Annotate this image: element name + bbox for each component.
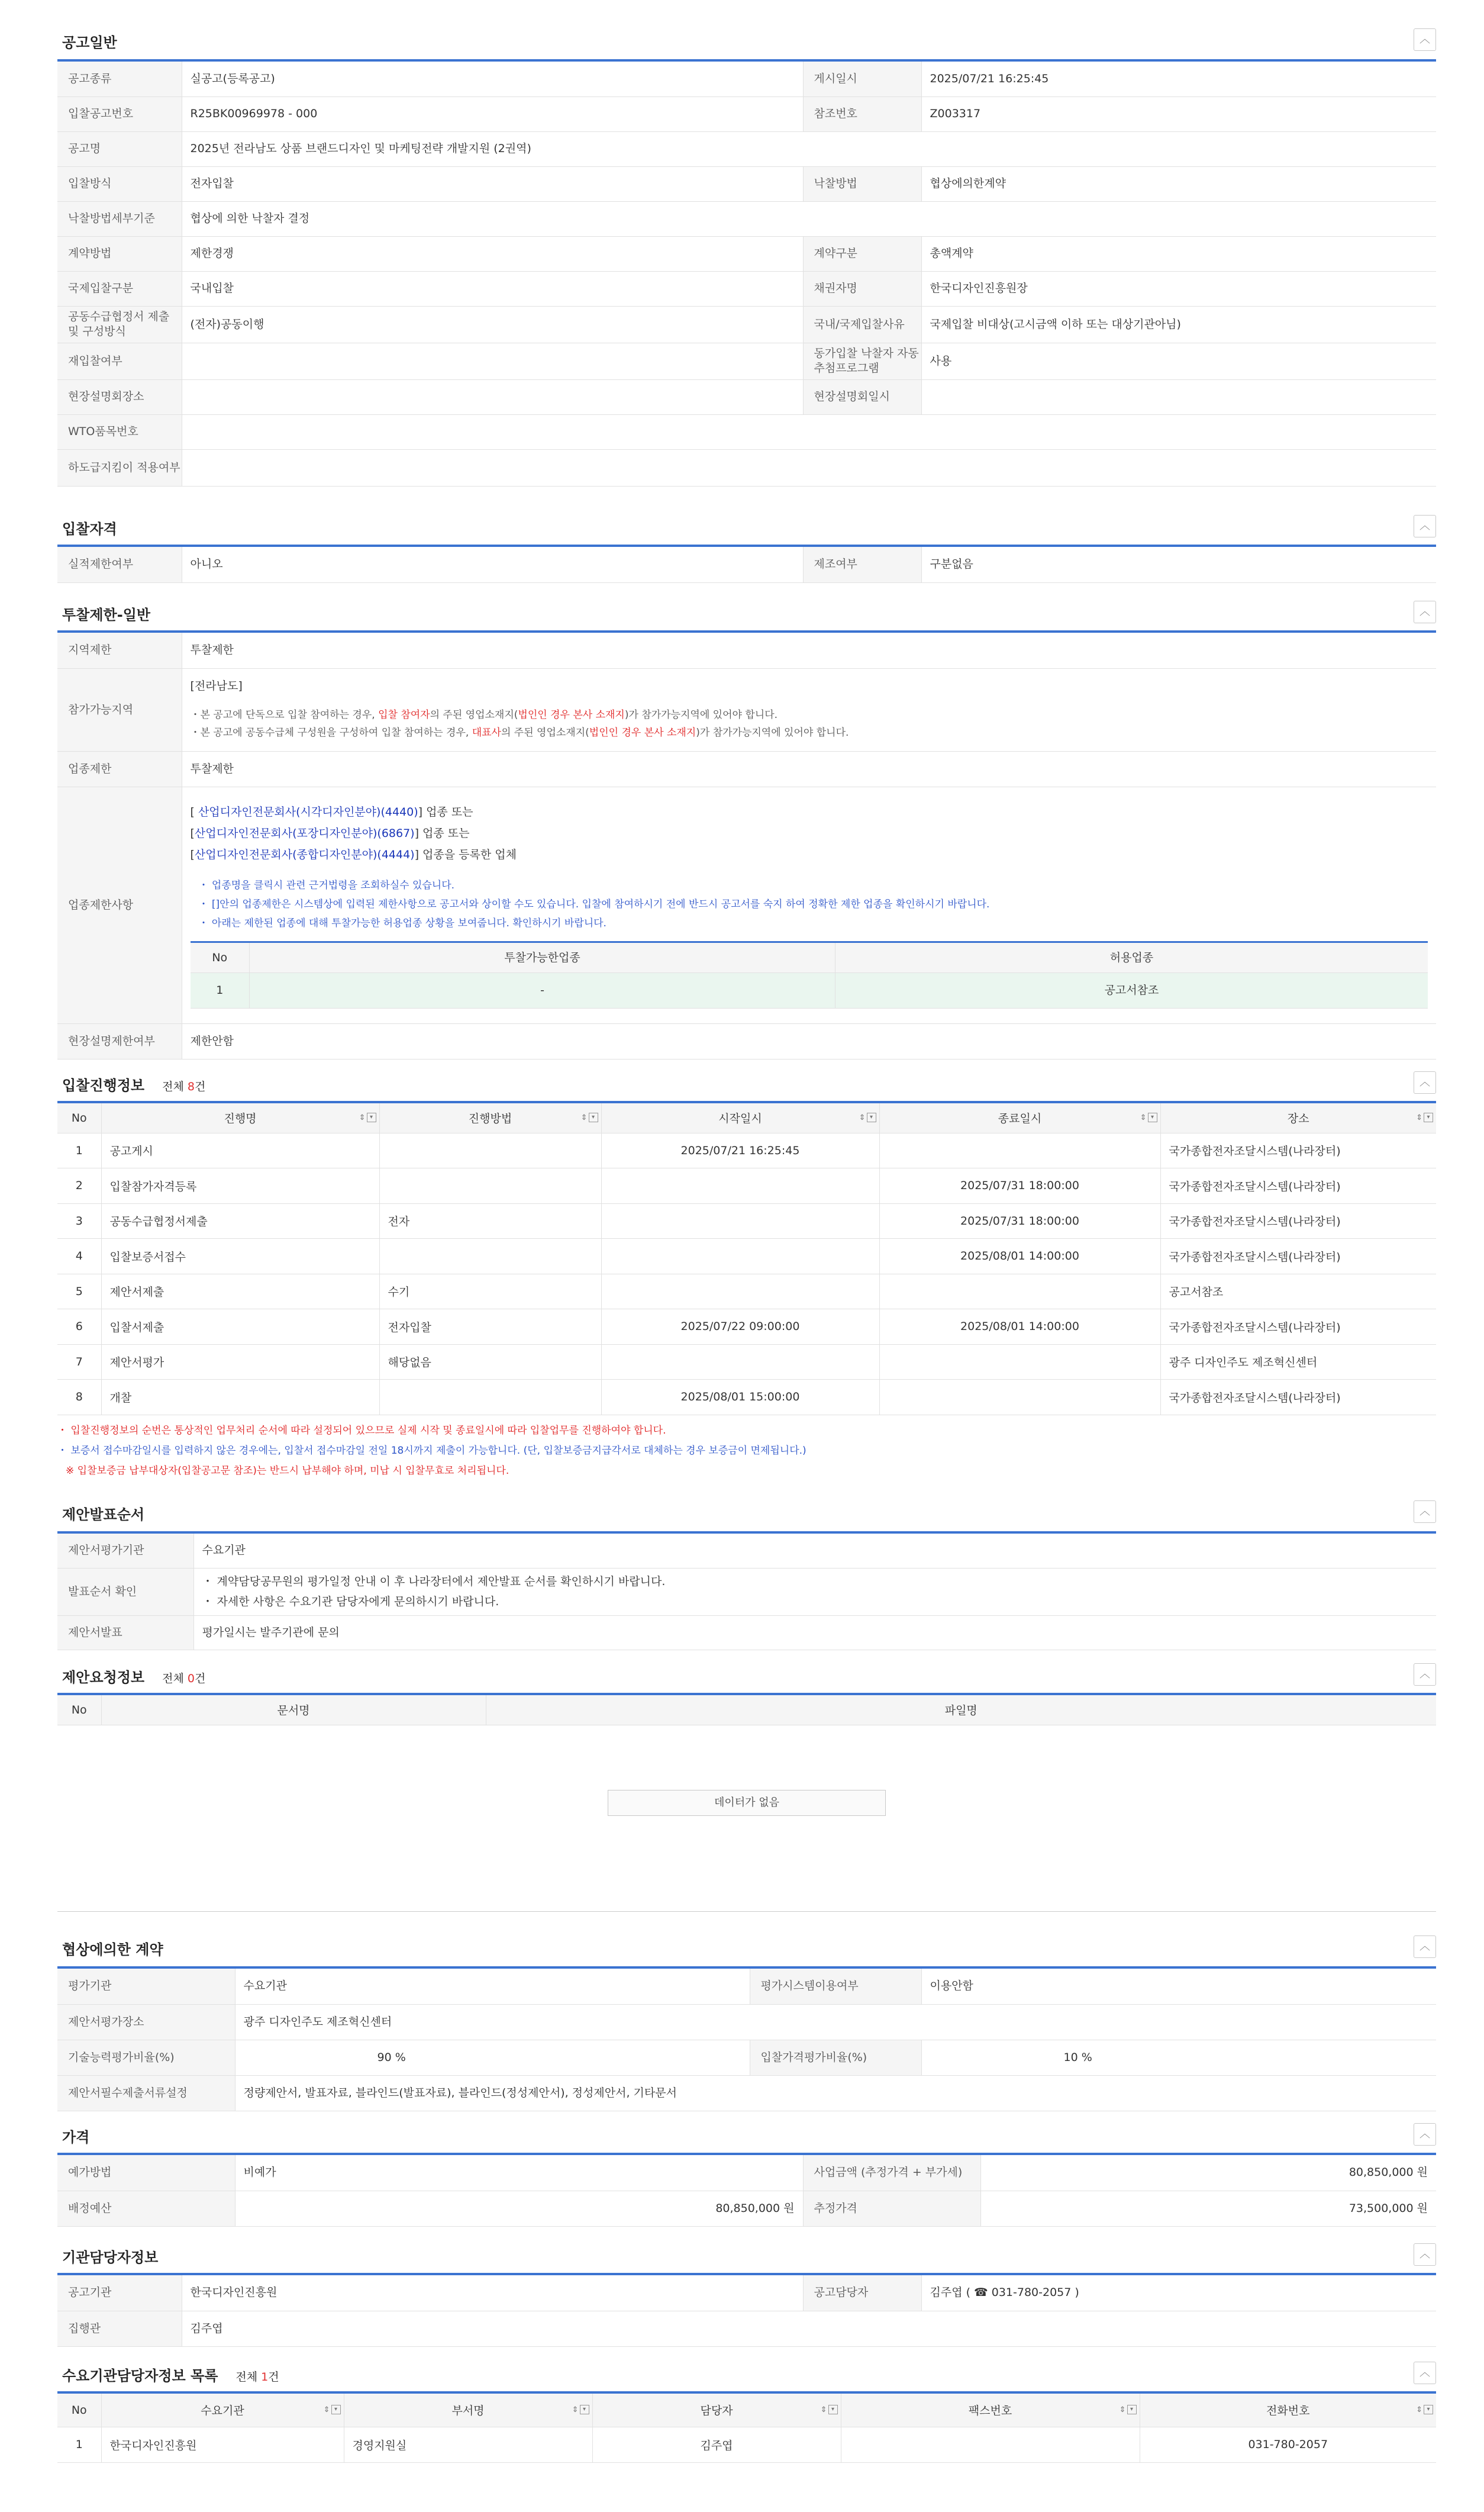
sort-icon[interactable]: ⇕ ▾ bbox=[572, 2404, 589, 2417]
field-value: 아니오 bbox=[182, 547, 803, 582]
sort-icon[interactable]: ⇕ ▾ bbox=[1416, 2404, 1433, 2417]
price-table bbox=[57, 2155, 1436, 2227]
table-cell: 1 bbox=[57, 2427, 101, 2462]
table-cell bbox=[879, 1133, 1160, 1168]
area-label: 참가가능지역 bbox=[57, 668, 182, 751]
table-cell: 2025/07/22 09:00:00 bbox=[601, 1309, 879, 1345]
table-cell: 입찰보증서접수 bbox=[101, 1239, 379, 1274]
eval-org-label: 제안서평가기관 bbox=[57, 1534, 193, 1568]
table-cell: 5 bbox=[57, 1274, 101, 1309]
info-row bbox=[57, 379, 1436, 414]
field-label: 공고명 bbox=[57, 131, 182, 166]
column-header[interactable]: 시작일시 ⇕ ▾ bbox=[601, 1103, 879, 1133]
field-value: 국제입찰 비대상(고시금액 이하 또는 대상기관아님) bbox=[921, 306, 1436, 343]
field-label: 채권자명 bbox=[803, 271, 921, 306]
area-name: [전라남도] bbox=[190, 679, 243, 693]
sort-icon[interactable]: ⇕ ▾ bbox=[581, 1112, 598, 1125]
table-cell: 2 bbox=[57, 1168, 101, 1204]
table-row bbox=[57, 1203, 1436, 1239]
estimated-price-label: 추정가격 bbox=[803, 2191, 980, 2226]
field-label: 평가시스템이용여부 bbox=[750, 1969, 921, 2004]
field-label: 제안서필수제출서류설정 bbox=[57, 2075, 235, 2111]
area-cell bbox=[182, 668, 1436, 751]
section-title: 제안요청정보 전체 0건 bbox=[62, 1669, 206, 1686]
field-label: 실적제한여부 bbox=[57, 547, 182, 582]
industry-note-1: ・ 업종명을 클릭시 관련 근거법령을 조회하실수 있습니다. bbox=[198, 880, 455, 891]
section-title: 입찰자격 bbox=[62, 521, 117, 537]
table-cell bbox=[379, 1133, 601, 1168]
column-header[interactable]: 진행명 ⇕ ▾ bbox=[101, 1103, 379, 1133]
sort-icon[interactable]: ⇕ ▾ bbox=[1120, 2404, 1137, 2417]
field-value: Z003317 bbox=[921, 96, 1436, 131]
table-cell bbox=[879, 1380, 1160, 1415]
table-cell bbox=[601, 1203, 879, 1239]
table-cell: 3 bbox=[57, 1203, 101, 1239]
section-title: 입찰진행정보 전체 8건 bbox=[62, 1077, 206, 1094]
negotiation-table bbox=[57, 1969, 1436, 2111]
price-method-label: 예가방법 bbox=[57, 2155, 235, 2191]
field-value: 10 % bbox=[921, 2040, 1436, 2075]
field-label: 평가기관 bbox=[57, 1969, 235, 2004]
allowed-industry-row: 1 - 공고서참조 bbox=[191, 973, 1428, 1009]
sort-icon[interactable]: ⇕ ▾ bbox=[324, 2404, 341, 2417]
field-value bbox=[921, 379, 1436, 414]
column-header[interactable]: 담당자 ⇕ ▾ bbox=[592, 2394, 841, 2427]
table-cell bbox=[841, 2427, 1140, 2462]
field-label: 동가입찰 낙찰자 자동추첨프로그램 bbox=[803, 343, 921, 379]
field-label: 입찰가격평가비율(%) bbox=[750, 2040, 921, 2075]
sort-icon[interactable]: ⇕ ▾ bbox=[1140, 1112, 1157, 1125]
industry-link-2[interactable]: 산업디자인전문회사(포장디자인분야)(6867) bbox=[194, 827, 415, 840]
site-value: 제한안함 bbox=[182, 1023, 1436, 1059]
info-row bbox=[57, 449, 1436, 486]
table-cell: 2025/08/01 14:00:00 bbox=[879, 1309, 1160, 1345]
table-cell: 제안서제출 bbox=[101, 1274, 379, 1309]
section-title: 공고일반 bbox=[62, 34, 117, 51]
table-cell: 2025/08/01 15:00:00 bbox=[601, 1380, 879, 1415]
chevron-up-icon[interactable]: ︿ bbox=[1414, 28, 1436, 51]
table-cell: 8 bbox=[57, 1380, 101, 1415]
col-no: No bbox=[57, 1695, 101, 1725]
field-value: 90 % bbox=[235, 2040, 750, 2075]
field-label: 하도급지킴이 적용여부 bbox=[57, 449, 182, 486]
field-value: 광주 디자인주도 제조혁신센터 bbox=[235, 2004, 1436, 2040]
table-cell bbox=[379, 1168, 601, 1204]
table-cell: 입찰참가자격등록 bbox=[101, 1168, 379, 1204]
field-value bbox=[182, 343, 803, 379]
progress-notes bbox=[57, 1421, 806, 1481]
table-cell: 국가종합전자조달시스템(나라장터) bbox=[1160, 1133, 1436, 1168]
agency-table bbox=[57, 2275, 1436, 2347]
project-amount-label: 사업금액 (추정가격 + 부가세) bbox=[803, 2155, 980, 2191]
table-cell: 경영지원실 bbox=[344, 2427, 592, 2462]
chevron-up-icon[interactable]: ︿ bbox=[1414, 1935, 1436, 1958]
info-row bbox=[57, 201, 1436, 236]
section-title: 기관담당자정보 bbox=[62, 2249, 159, 2266]
col-doc-name: 문서명 bbox=[101, 1695, 486, 1725]
info-row bbox=[57, 62, 1436, 96]
info-row bbox=[57, 306, 1436, 343]
sort-icon[interactable]: ⇕ ▾ bbox=[359, 1112, 376, 1125]
field-label: 제조여부 bbox=[803, 547, 921, 582]
table-cell: 해당없음 bbox=[379, 1344, 601, 1380]
field-label: 현장설명회장소 bbox=[57, 379, 182, 414]
table-row bbox=[57, 1274, 1436, 1309]
estimated-price-value: 73,500,000 원 bbox=[980, 2191, 1436, 2226]
progress-note-1: ・ 입찰진행정보의 순번은 통상적인 업무처리 순서에 따라 설정되어 있으므로 실제 시작 및 종료일시에 따라 입찰업무를 진행하여야 합니다. bbox=[57, 1425, 666, 1437]
field-label: 재입찰여부 bbox=[57, 343, 182, 379]
field-value: R25BK00969978 - 000 bbox=[182, 96, 803, 131]
table-cell: 공동수급협정서제출 bbox=[101, 1203, 379, 1239]
info-row bbox=[57, 166, 1436, 201]
table-cell bbox=[601, 1344, 879, 1380]
industry-note-2: ・ []안의 업종제한은 시스템상에 입력된 제한사항으로 공고서와 상이할 수도 있습니다. 입찰에 참여하시기 전에 반드시 공고서를 숙지 하여 정확한 제한 업종을 확인하시기 바랍니다. bbox=[198, 898, 990, 910]
info-row bbox=[57, 2040, 1436, 2075]
field-label: WTO품목번호 bbox=[57, 414, 182, 449]
field-label: 국내/국제입찰사유 bbox=[803, 306, 921, 343]
project-amount-value: 80,850,000 원 bbox=[980, 2155, 1436, 2191]
table-cell: 광주 디자인주도 제조혁신센터 bbox=[1160, 1344, 1436, 1380]
table-cell: 한국디자인진흥원 bbox=[101, 2427, 344, 2462]
field-label: 계약구분 bbox=[803, 236, 921, 271]
field-value: 2025년 전라남도 상품 브랜드디자인 및 마케팅전략 개발지원 (2권역) bbox=[182, 131, 1436, 166]
industry-note-3: ・ 아래는 제한된 업종에 대해 투찰가능한 허용업종 상황을 보여줍니다. 확인하시기 바랍니다. bbox=[198, 917, 606, 929]
field-value: 정량제안서, 발표자료, 블라인드(발표자료), 블라인드(정성제안서), 정성제안서, 기타문서 bbox=[235, 2075, 1436, 2111]
info-row bbox=[57, 131, 1436, 166]
budget-value: 80,850,000 원 bbox=[235, 2191, 803, 2226]
table-cell: 전자 bbox=[379, 1203, 601, 1239]
field-label: 계약방법 bbox=[57, 236, 182, 271]
table-cell bbox=[601, 1274, 879, 1309]
field-value: 수요기관 bbox=[235, 1969, 750, 2004]
table-cell: 국가종합전자조달시스템(나라장터) bbox=[1160, 1239, 1436, 1274]
industry-line-1: [ 산업디자인전문회사(시각디자인분야)(4440)] 업종 또는 bbox=[190, 806, 473, 819]
notice-manager-label: 공고담당자 bbox=[803, 2275, 921, 2311]
field-value: 국내입찰 bbox=[182, 271, 803, 306]
section-title: 가격 bbox=[62, 2129, 90, 2146]
column-header[interactable]: 전화번호 ⇕ ▾ bbox=[1140, 2394, 1436, 2427]
chevron-up-icon[interactable]: ︿ bbox=[1414, 2123, 1436, 2146]
field-value: 실공고(등록공고) bbox=[182, 62, 803, 96]
allowed-industry-table bbox=[191, 941, 1428, 1009]
column-header: No bbox=[57, 2394, 101, 2427]
restriction-table bbox=[57, 633, 1436, 1059]
budget-label: 배정예산 bbox=[57, 2191, 235, 2226]
table-cell: 국가종합전자조달시스템(나라장터) bbox=[1160, 1309, 1436, 1345]
progress-table bbox=[57, 1103, 1436, 1415]
table-cell: 2025/08/01 14:00:00 bbox=[879, 1239, 1160, 1274]
field-value bbox=[182, 379, 803, 414]
field-label: 낙찰방법세부기준 bbox=[57, 201, 182, 236]
field-value: 전자입찰 bbox=[182, 166, 803, 201]
field-value bbox=[182, 449, 1436, 486]
area-note-1: ・본 공고에 단독으로 입찰 참여하는 경우, 입찰 참여자의 주된 영업소재지(법인인 경우 본사 소재지)가 참가가능지역에 있어야 합니다. bbox=[190, 708, 778, 721]
industry-link-3[interactable]: 산업디자인전문회사(종합디자인분야)(4444) bbox=[194, 848, 415, 861]
field-value: 사용 bbox=[921, 343, 1436, 379]
info-row bbox=[57, 1969, 1436, 2004]
table-cell bbox=[879, 1344, 1160, 1380]
table-cell: 4 bbox=[57, 1239, 101, 1274]
field-label: 입찰공고번호 bbox=[57, 96, 182, 131]
sort-icon[interactable]: ⇕ ▾ bbox=[1416, 1112, 1433, 1125]
field-value: 총액계약 bbox=[921, 236, 1436, 271]
table-cell: 7 bbox=[57, 1344, 101, 1380]
table-cell: 공고게시 bbox=[101, 1133, 379, 1168]
qualification-table bbox=[57, 547, 1436, 583]
table-cell: 2025/07/31 18:00:00 bbox=[879, 1203, 1160, 1239]
info-row bbox=[57, 2004, 1436, 2040]
general-table bbox=[57, 62, 1436, 487]
region-label: 지역제한 bbox=[57, 633, 182, 668]
field-value bbox=[182, 414, 1436, 449]
field-value: 제한경쟁 bbox=[182, 236, 803, 271]
price-method-value: 비예가 bbox=[235, 2155, 803, 2191]
request-table bbox=[57, 1695, 1436, 1725]
notice-manager-value: 김주엽 ( ☎ 031-780-2057 ) bbox=[921, 2275, 1436, 2311]
section-title: 투찰제한-일반 bbox=[62, 607, 151, 623]
table-cell: 국가종합전자조달시스템(나라장터) bbox=[1160, 1203, 1436, 1239]
table-cell: 국가종합전자조달시스템(나라장터) bbox=[1160, 1168, 1436, 1204]
column-header[interactable]: 진행방법 ⇕ ▾ bbox=[379, 1103, 601, 1133]
table-cell: 입찰서제출 bbox=[101, 1309, 379, 1345]
table-row bbox=[57, 1344, 1436, 1380]
field-value: 한국디자인진흥원장 bbox=[921, 271, 1436, 306]
table-cell: 1 bbox=[57, 1133, 101, 1168]
field-label: 참조번호 bbox=[803, 96, 921, 131]
industry-detail-label: 업종제한사항 bbox=[57, 787, 182, 1023]
col-allowed-bid: 투찰가능한업종 bbox=[250, 942, 835, 973]
table-cell: 제안서평가 bbox=[101, 1344, 379, 1380]
chevron-up-icon[interactable]: ︿ bbox=[1414, 515, 1436, 537]
section-title: 수요기관담당자정보 목록 전체 1건 bbox=[62, 2368, 279, 2384]
executor-label: 집행관 bbox=[57, 2311, 182, 2346]
info-row bbox=[57, 271, 1436, 306]
table-cell: 공고서참조 bbox=[1160, 1274, 1436, 1309]
table-cell: 2025/07/21 16:25:45 bbox=[601, 1133, 879, 1168]
field-label: 국제입찰구분 bbox=[57, 271, 182, 306]
eval-org-value: 수요기관 bbox=[193, 1534, 1436, 1568]
field-value: 구분없음 bbox=[921, 547, 1436, 582]
field-value: 2025/07/21 16:25:45 bbox=[921, 62, 1436, 96]
table-cell: 김주엽 bbox=[592, 2427, 841, 2462]
notice-org-label: 공고기관 bbox=[57, 2275, 182, 2311]
progress-note-3: ※ 입찰보증금 납부대상자(입찰공고문 참조)는 반드시 납부해야 하며, 미납 시 입찰무효로 처리됩니다. bbox=[66, 1465, 509, 1477]
field-label: 제안서평가장소 bbox=[57, 2004, 235, 2040]
presentation-value: 평가일시는 발주기관에 문의 bbox=[193, 1615, 1436, 1650]
chevron-up-icon[interactable]: ︿ bbox=[1414, 2243, 1436, 2266]
table-cell: 2025/07/31 18:00:00 bbox=[879, 1168, 1160, 1204]
column-header[interactable]: 수요기관 ⇕ ▾ bbox=[101, 2394, 344, 2427]
column-header[interactable]: 장소 ⇕ ▾ bbox=[1160, 1103, 1436, 1133]
section-title: 제안발표순서 bbox=[62, 1506, 145, 1523]
field-label: 입찰방식 bbox=[57, 166, 182, 201]
info-row bbox=[57, 343, 1436, 379]
field-label: 기술능력평가비율(%) bbox=[57, 2040, 235, 2075]
area-note-2: ・본 공고에 공동수급체 구성원을 구성하여 입찰 참여하는 경우, 대표사의 주된 영업소재지(법인인 경우 본사 소재지)가 참가가능지역에 있어야 합니다. bbox=[190, 726, 849, 739]
chevron-up-icon[interactable]: ︿ bbox=[1414, 601, 1436, 623]
col-permitted: 허용업종 bbox=[835, 942, 1428, 973]
col-no: No bbox=[191, 942, 250, 973]
table-cell: 국가종합전자조달시스템(나라장터) bbox=[1160, 1380, 1436, 1415]
table-row bbox=[57, 2427, 1436, 2462]
order-check-value: ・ 계약담당공무원의 평가일정 안내 이 후 나라장터에서 제안발표 순서를 확인하시기 바랍니다. ・ 자세한 사항은 수요기관 담당자에게 문의하시기 바랍니다. bbox=[193, 1568, 1436, 1615]
table-cell bbox=[379, 1239, 601, 1274]
field-label: 게시일시 bbox=[803, 62, 921, 96]
industry-line-3: [산업디자인전문회사(종합디자인분야)(4444)] 업종을 등록한 업체 bbox=[190, 848, 517, 861]
col-file-name: 파일명 bbox=[486, 1695, 1436, 1725]
chevron-up-icon[interactable]: ︿ bbox=[1414, 1500, 1436, 1523]
field-label: 공동수급협정서 제출 및 구성방식 bbox=[57, 306, 182, 343]
sort-icon[interactable]: ⇕ ▾ bbox=[821, 2404, 838, 2417]
executor-value: 김주엽 bbox=[182, 2311, 1436, 2346]
industry-line-2: [산업디자인전문회사(포장디자인분야)(6867)] 업종 또는 bbox=[190, 827, 470, 840]
field-label: 낙찰방법 bbox=[803, 166, 921, 201]
notice-org-value: 한국디자인진흥원 bbox=[182, 2275, 803, 2311]
industry-label: 업종제한 bbox=[57, 751, 182, 787]
chevron-up-icon[interactable]: ︿ bbox=[1414, 2362, 1436, 2384]
region-value: 투찰제한 bbox=[182, 633, 1436, 668]
column-header: No bbox=[57, 1103, 101, 1133]
chevron-up-icon[interactable]: ︿ bbox=[1414, 1071, 1436, 1094]
table-cell: 개찰 bbox=[101, 1380, 379, 1415]
field-value: 협상에 의한 낙찰자 결정 bbox=[182, 201, 1436, 236]
section-title: 협상에의한 계약 bbox=[62, 1941, 163, 1958]
info-row bbox=[57, 2075, 1436, 2111]
table-cell: 6 bbox=[57, 1309, 101, 1345]
demand-table bbox=[57, 2394, 1436, 2463]
presentation-label: 제안서발표 bbox=[57, 1615, 193, 1650]
chevron-up-icon[interactable]: ︿ bbox=[1414, 1663, 1436, 1686]
info-row bbox=[57, 236, 1436, 271]
table-row bbox=[57, 1168, 1436, 1204]
table-cell bbox=[379, 1380, 601, 1415]
table-row bbox=[57, 1380, 1436, 1415]
sort-icon[interactable]: ⇕ ▾ bbox=[859, 1112, 876, 1125]
progress-note-2: ・ 보증서 접수마감일시를 입력하지 않은 경우에는, 입찰서 접수마감일 전일 18시까지 제출이 가능합니다. (단, 입찰보증금지급각서로 대체하는 경우 보증금이 면제됩니다.) bbox=[57, 1445, 806, 1457]
table-cell: 전자입찰 bbox=[379, 1309, 601, 1345]
column-header[interactable]: 팩스번호 ⇕ ▾ bbox=[841, 2394, 1140, 2427]
info-row bbox=[57, 96, 1436, 131]
industry-link-1[interactable]: 산업디자인전문회사(시각디자인분야)(4440) bbox=[198, 806, 418, 819]
info-row bbox=[57, 547, 1436, 582]
field-label: 공고종류 bbox=[57, 62, 182, 96]
table-cell bbox=[601, 1168, 879, 1204]
table-row bbox=[57, 1239, 1436, 1274]
industry-detail-cell bbox=[182, 787, 1436, 1023]
column-header[interactable]: 부서명 ⇕ ▾ bbox=[344, 2394, 592, 2427]
column-header[interactable]: 종료일시 ⇕ ▾ bbox=[879, 1103, 1160, 1133]
presentation-table bbox=[57, 1534, 1436, 1650]
table-row bbox=[57, 1133, 1436, 1168]
order-check-label: 발표순서 확인 bbox=[57, 1568, 193, 1615]
field-label: 현장설명회일시 bbox=[803, 379, 921, 414]
site-label: 현장설명제한여부 bbox=[57, 1023, 182, 1059]
table-cell: 수기 bbox=[379, 1274, 601, 1309]
table-row bbox=[57, 1309, 1436, 1345]
field-value: 이용안함 bbox=[921, 1969, 1436, 2004]
field-value: 협상에의한계약 bbox=[921, 166, 1436, 201]
info-row bbox=[57, 414, 1436, 449]
empty-state: 데이터가 없음 bbox=[608, 1790, 886, 1816]
table-cell: 031-780-2057 bbox=[1140, 2427, 1436, 2462]
industry-value: 투찰제한 bbox=[182, 751, 1436, 787]
table-cell bbox=[879, 1274, 1160, 1309]
table-cell bbox=[601, 1239, 879, 1274]
field-value: (전자)공동이행 bbox=[182, 306, 803, 343]
